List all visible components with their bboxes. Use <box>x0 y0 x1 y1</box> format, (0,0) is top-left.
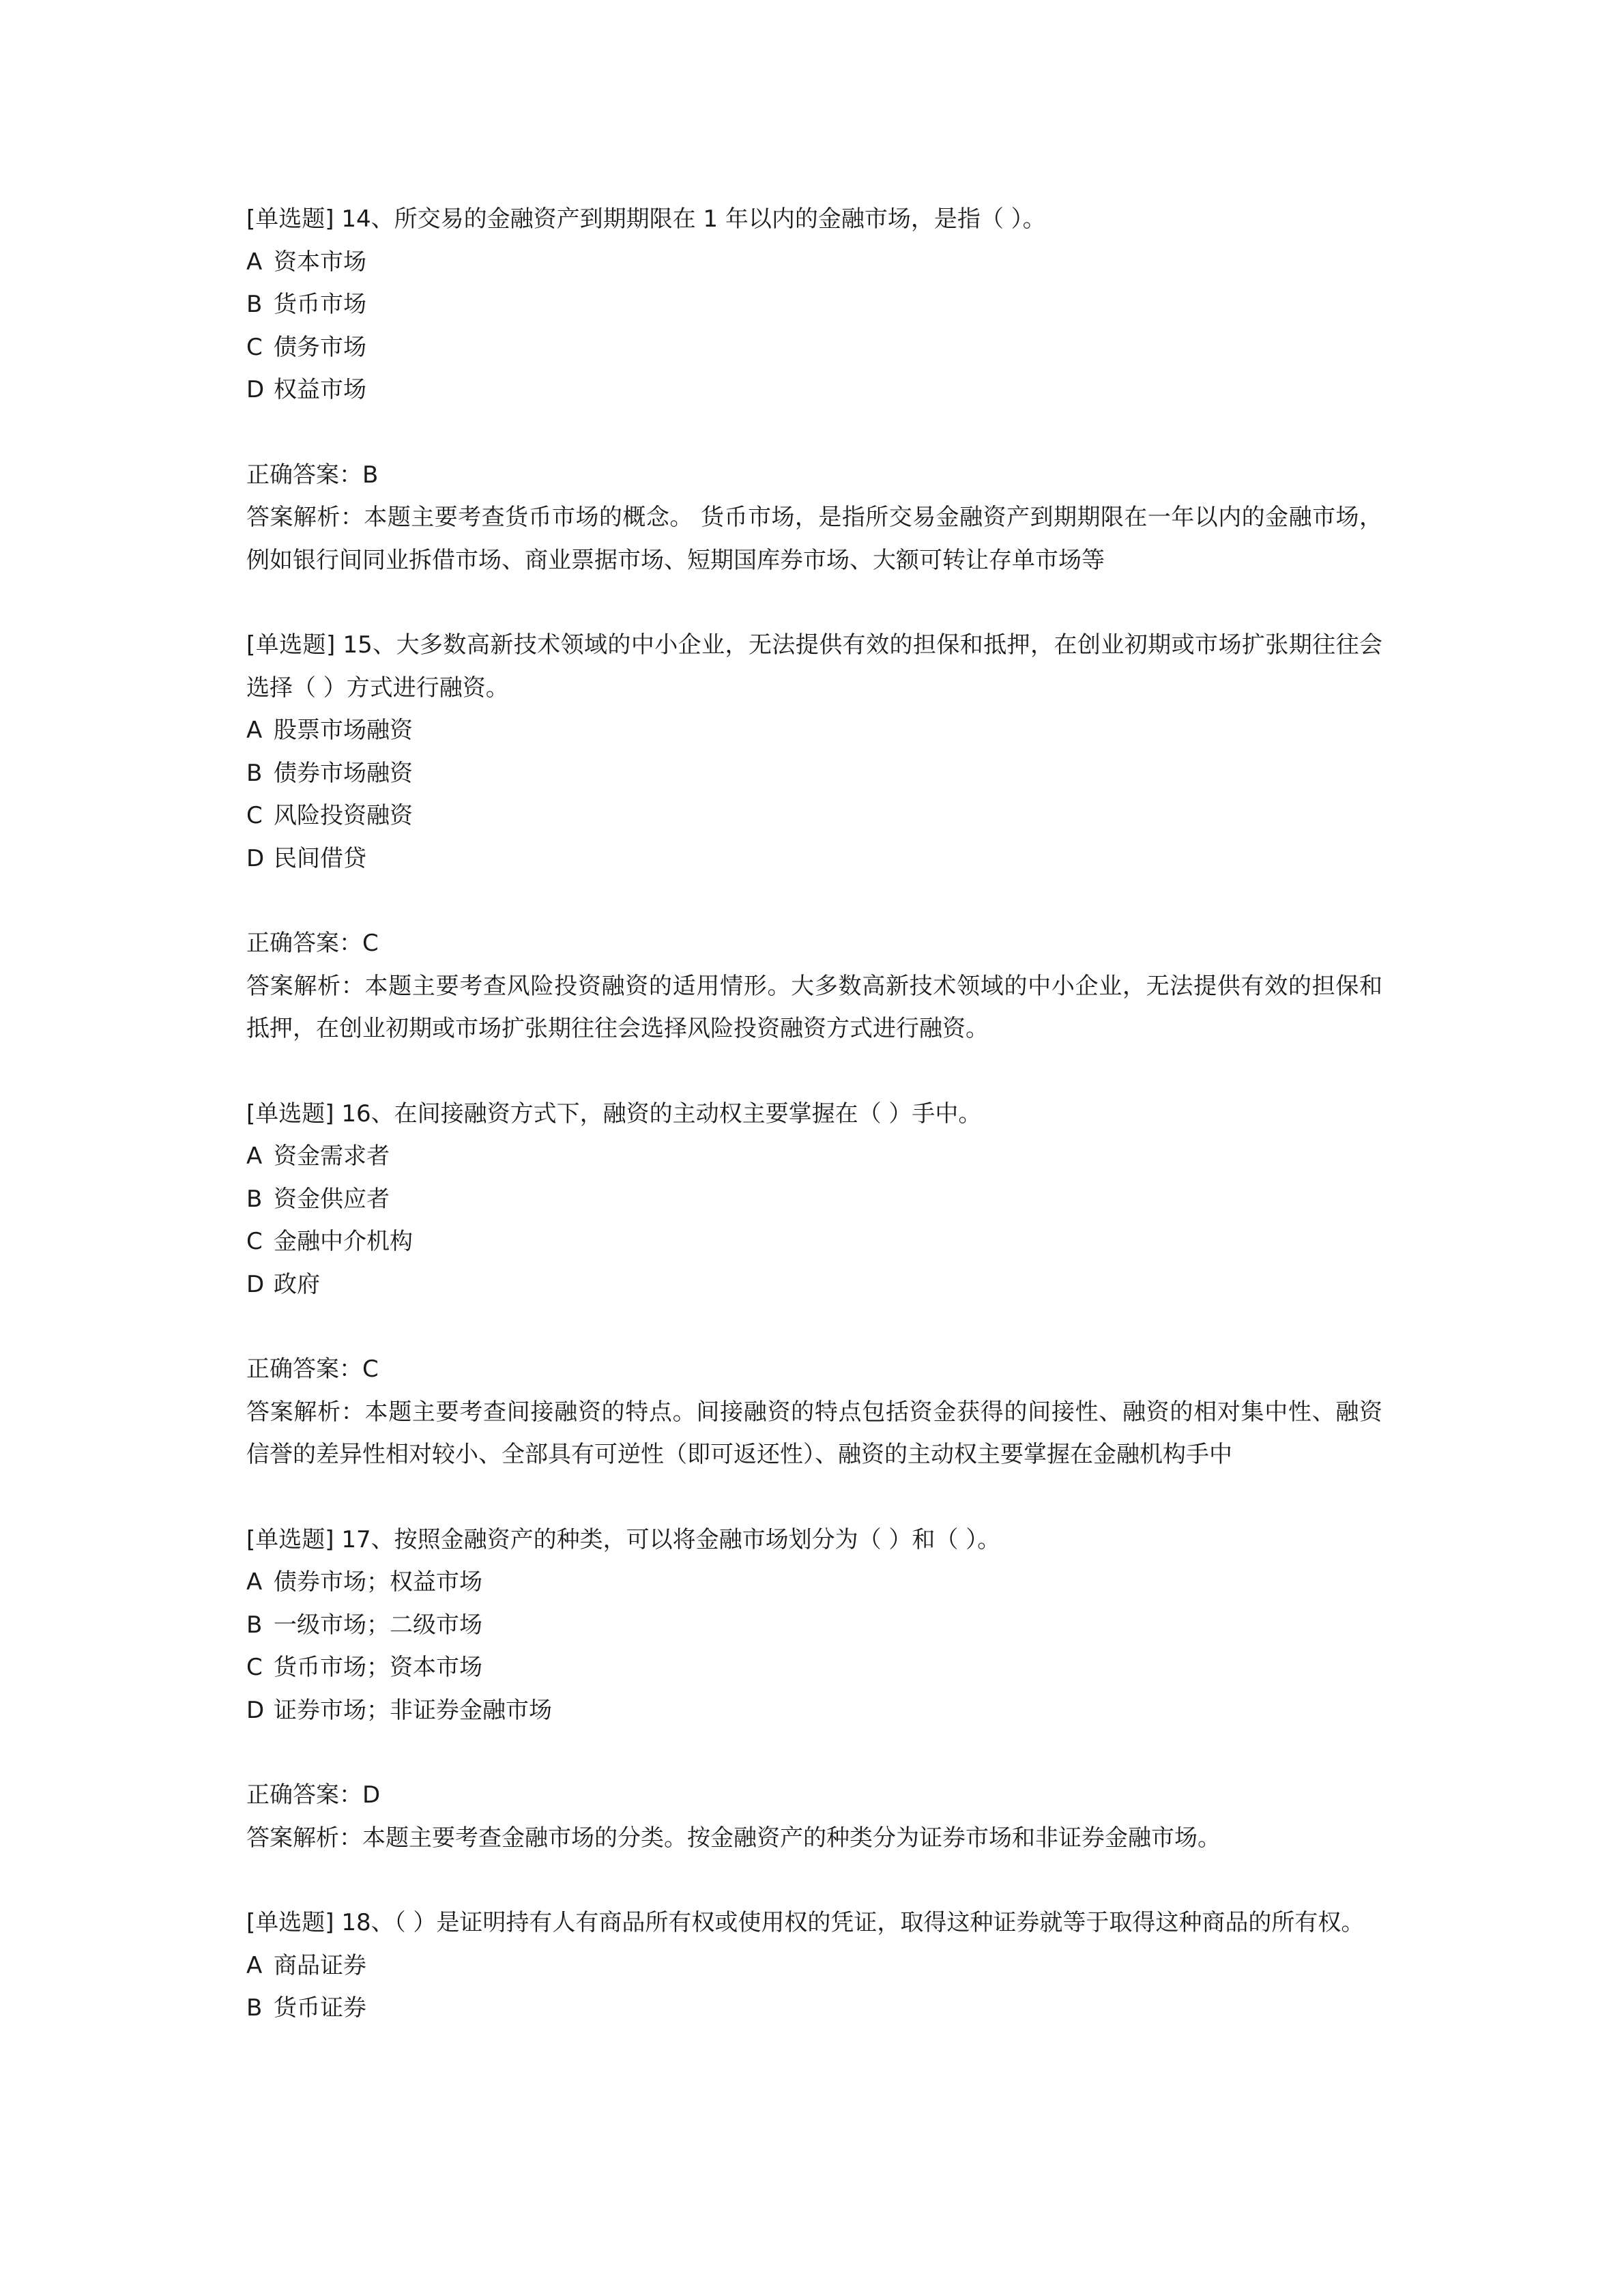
spacer <box>246 1050 1382 1093</box>
option-a: A 股票市场融资 <box>246 717 413 744</box>
answer-explanation: 答案解析：本题主要考查间接融资的特点。间接融资的特点包括资金获得的间接性、融资的相对集中性、融资信誉的差异性相对较小、全部具有可逆性（即可返还性）、融资的主动权主要掌握在金融机构手中 <box>246 1398 1382 1468</box>
correct-answer: 正确答案：C <box>246 1355 379 1383</box>
option-b: B 资金供应者 <box>246 1185 390 1213</box>
option-a: A 商品证券 <box>246 1951 366 1979</box>
question-stem: [单选题] 15、大多数高新技术领域的中小企业，无法提供有效的担保和抵押，在创业初期或市场扩张期往往会选择（ ）方式进行融资。 <box>246 631 1382 702</box>
question-17 <box>246 1519 1382 1902</box>
spacer <box>246 1476 1382 1519</box>
spacer <box>246 582 1382 624</box>
option-c: C 货币市场；资本市场 <box>246 1654 482 1681</box>
spacer <box>246 412 1382 454</box>
question-14 <box>246 198 1382 624</box>
spacer <box>246 1859 1382 1902</box>
question-stem: [单选题] 16、在间接融资方式下，融资的主动权主要掌握在（ ）手中。 <box>246 1100 982 1128</box>
option-b: B 货币市场 <box>246 291 366 318</box>
question-15 <box>246 624 1382 1093</box>
answer-explanation: 答案解析：本题主要考查风险投资融资的适用情形。大多数高新技术领域的中小企业，无法提供有效的担保和抵押，在创业初期或市场扩张期往往会选择风险投资融资方式进行融资。 <box>246 972 1382 1042</box>
option-c: C 风险投资融资 <box>246 802 413 829</box>
option-a: A 资本市场 <box>246 248 366 276</box>
question-stem: [单选题] 17、按照金融资产的种类，可以将金融市场划分为（ ）和（ ）。 <box>246 1525 1001 1553</box>
option-d: D 权益市场 <box>246 376 366 403</box>
correct-answer: 正确答案：D <box>246 1781 381 1809</box>
spacer <box>246 880 1382 922</box>
answer-explanation: 答案解析：本题主要考查金融市场的分类。按金融资产的种类分为证券市场和非证券金融市场。 <box>246 1824 1221 1852</box>
correct-answer: 正确答案：C <box>246 930 379 957</box>
option-a: A 资金需求者 <box>246 1143 390 1170</box>
option-d: D 民间借贷 <box>246 844 366 872</box>
option-a: A 债券市场；权益市场 <box>246 1568 482 1596</box>
option-d: D 政府 <box>246 1270 320 1298</box>
option-b: B 货币证券 <box>246 1994 366 2022</box>
answer-explanation: 答案解析：本题主要考查货币市场的概念。 货币市场，是指所交易金融资产到期期限在一年以内的金融市场，例如银行间同业拆借市场、商业票据市场、短期国库券市场、大额可转让存单市场等 <box>246 504 1382 574</box>
spacer <box>246 1732 1382 1774</box>
question-list <box>246 198 1382 2030</box>
option-c: C 金融中介机构 <box>246 1228 413 1255</box>
spacer <box>246 1306 1382 1348</box>
question-stem: [单选题] 18、（ ）是证明持有人有商品所有权或使用权的凭证，取得这种证券就等于取得这种商品的所有权。 <box>246 1909 1365 1936</box>
question-16 <box>246 1093 1382 1519</box>
question-stem: [单选题] 14、所交易的金融资产到期期限在 1 年以内的金融市场，是指（ ）。 <box>246 205 1046 233</box>
option-d: D 证券市场；非证券金融市场 <box>246 1696 552 1724</box>
option-b: B 一级市场；二级市场 <box>246 1611 482 1639</box>
option-c: C 债务市场 <box>246 333 366 361</box>
correct-answer: 正确答案：B <box>246 461 379 489</box>
option-b: B 债券市场融资 <box>246 759 413 787</box>
question-18 <box>246 1902 1382 2030</box>
